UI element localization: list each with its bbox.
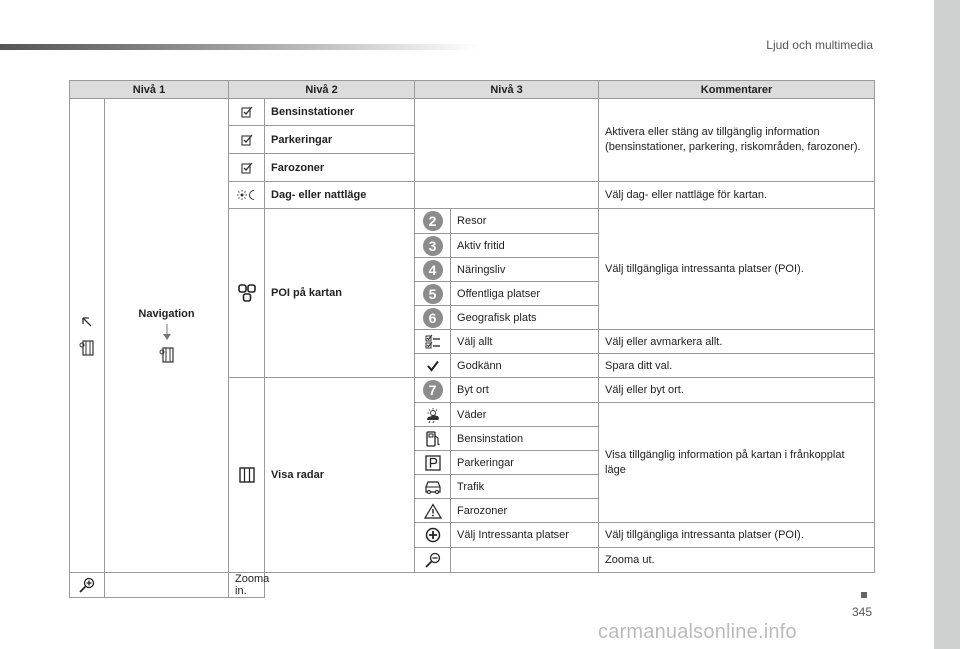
- step-badge-4: 4: [423, 260, 443, 280]
- page-number: 345: [851, 605, 872, 619]
- warning-icon-cell: [415, 499, 451, 523]
- table-row: [70, 99, 875, 126]
- poi-icon-cell: [229, 209, 265, 378]
- poi-select-icon-cell: [415, 523, 451, 548]
- step-badge-7: 7: [423, 380, 443, 400]
- step-badge-3: 3: [423, 236, 443, 256]
- badge-cell: [415, 282, 451, 306]
- option-valj-intressanta: Välj Intressanta platser: [451, 523, 599, 548]
- header-gradient-bar: [0, 44, 480, 50]
- radar-parkeringar: Parkeringar: [451, 451, 599, 475]
- empty-level3-cell: [415, 182, 599, 209]
- weather-icon: [423, 407, 443, 423]
- valj-intressanta-comment: Välj tillgängliga intressanta platser (POI).: [599, 523, 875, 548]
- day-night-icon: [237, 189, 257, 201]
- zoom-out-comment: Zooma ut.: [599, 548, 875, 573]
- godkann-comment: Spara ditt val.: [599, 354, 875, 378]
- zoom-in-icon-cell: [70, 573, 105, 598]
- poi-comment: Välj tillgängliga intressanta platser (POI).: [599, 209, 875, 330]
- page-side-tab: [934, 0, 960, 649]
- badge-cell: [415, 306, 451, 330]
- checkbox-icon: [241, 162, 253, 174]
- step-badge-5: 5: [423, 284, 443, 304]
- step-badge-6: 6: [423, 308, 443, 328]
- option-visa-radar: Visa radar: [265, 378, 415, 573]
- fuel-station-icon: [425, 430, 441, 448]
- checkbox-cell: [229, 154, 265, 182]
- radar-icon-cell: [229, 378, 265, 573]
- poi-naringsliv: Näringsliv: [451, 258, 599, 282]
- badge-cell: [415, 378, 451, 403]
- add-circle-icon: [425, 527, 441, 543]
- option-bensinstationer: Bensinstationer: [265, 99, 415, 126]
- badge-cell: [415, 234, 451, 258]
- checkmark-icon: [427, 360, 439, 372]
- header-comments: Kommentarer: [599, 81, 875, 99]
- empty-level3-cell: [105, 573, 229, 598]
- map-info-comment: Aktivera eller stäng av tillgänglig information (bensinstationer, parkering, riskområden, farozoner).: [599, 99, 875, 182]
- option-poi: POI på kartan: [265, 209, 415, 378]
- empty-level3-cell: [451, 548, 599, 573]
- parking-icon: [425, 455, 441, 471]
- zoom-in-icon: [78, 577, 96, 593]
- byt-ort-comment: Välj eller byt ort.: [599, 378, 875, 403]
- daynight-comment: Välj dag- eller nattläge för kartan.: [599, 182, 875, 209]
- zoom-out-icon: [424, 552, 442, 568]
- select-all-icon-cell: [415, 330, 451, 354]
- daynight-icon-cell: [229, 182, 265, 209]
- table-row: [70, 573, 875, 598]
- fuel-icon-cell: [415, 427, 451, 451]
- radar-comment: Visa tillgänglig information på kartan i frånkopplat läge: [599, 403, 875, 523]
- poi-aktiv-fritid: Aktiv fritid: [451, 234, 599, 258]
- zoom-out-icon-cell: [415, 548, 451, 573]
- option-byt-ort: Byt ort: [451, 378, 599, 403]
- arrow-down-icon: [161, 324, 173, 342]
- select-all-comment: Välj eller avmarkera allt.: [599, 330, 875, 354]
- option-godkann: Godkänn: [451, 354, 599, 378]
- radar-bensinstation: Bensinstation: [451, 427, 599, 451]
- map-settings-icon: [79, 339, 95, 357]
- badge-cell: [415, 258, 451, 282]
- level1-navigation-cell: [105, 99, 229, 573]
- option-daynight: Dag- eller nattläge: [265, 182, 415, 209]
- checkbox-cell: [229, 126, 265, 154]
- select-all-icon: [425, 334, 441, 350]
- settings-table: [69, 80, 875, 598]
- zoom-in-comment: Zooma in.: [229, 573, 265, 598]
- watermark: carmanualsonline.info: [598, 621, 797, 643]
- option-parkeringar: Parkeringar: [265, 126, 415, 154]
- checkbox-icon: [241, 106, 253, 118]
- confirm-icon-cell: [415, 354, 451, 378]
- header-level-1: Nivå 1: [70, 81, 229, 99]
- option-select-all: Välj allt: [451, 330, 599, 354]
- page-marker: [861, 592, 867, 598]
- badge-cell: [415, 209, 451, 234]
- map-view-icon: [238, 466, 256, 484]
- traffic-icon-cell: [415, 475, 451, 499]
- option-farozoner: Farozoner: [265, 154, 415, 182]
- map-settings-icon: [159, 346, 175, 364]
- navigation-label: Navigation: [138, 307, 195, 320]
- poi-icon: [237, 283, 257, 303]
- radar-trafik: Trafik: [451, 475, 599, 499]
- poi-geografisk-plats: Geografisk plats: [451, 306, 599, 330]
- level1-icons-cell: [70, 99, 105, 573]
- weather-icon-cell: [415, 403, 451, 427]
- section-title: Ljud och multimedia: [766, 38, 873, 52]
- navigation-arrow-icon: [80, 315, 94, 329]
- traffic-icon: [423, 479, 443, 495]
- step-badge-2: 2: [423, 211, 443, 231]
- poi-offentliga-platser: Offentliga platser: [451, 282, 599, 306]
- poi-resor: Resor: [451, 209, 599, 234]
- empty-level3-cell: [415, 99, 599, 182]
- checkbox-icon: [241, 134, 253, 146]
- header-level-2: Nivå 2: [229, 81, 415, 99]
- radar-vader: Väder: [451, 403, 599, 427]
- parking-icon-cell: [415, 451, 451, 475]
- checkbox-cell: [229, 99, 265, 126]
- header-level-3: Nivå 3: [415, 81, 599, 99]
- warning-icon: [424, 503, 442, 519]
- table-header-row: [70, 81, 875, 99]
- radar-farozoner: Farozoner: [451, 499, 599, 523]
